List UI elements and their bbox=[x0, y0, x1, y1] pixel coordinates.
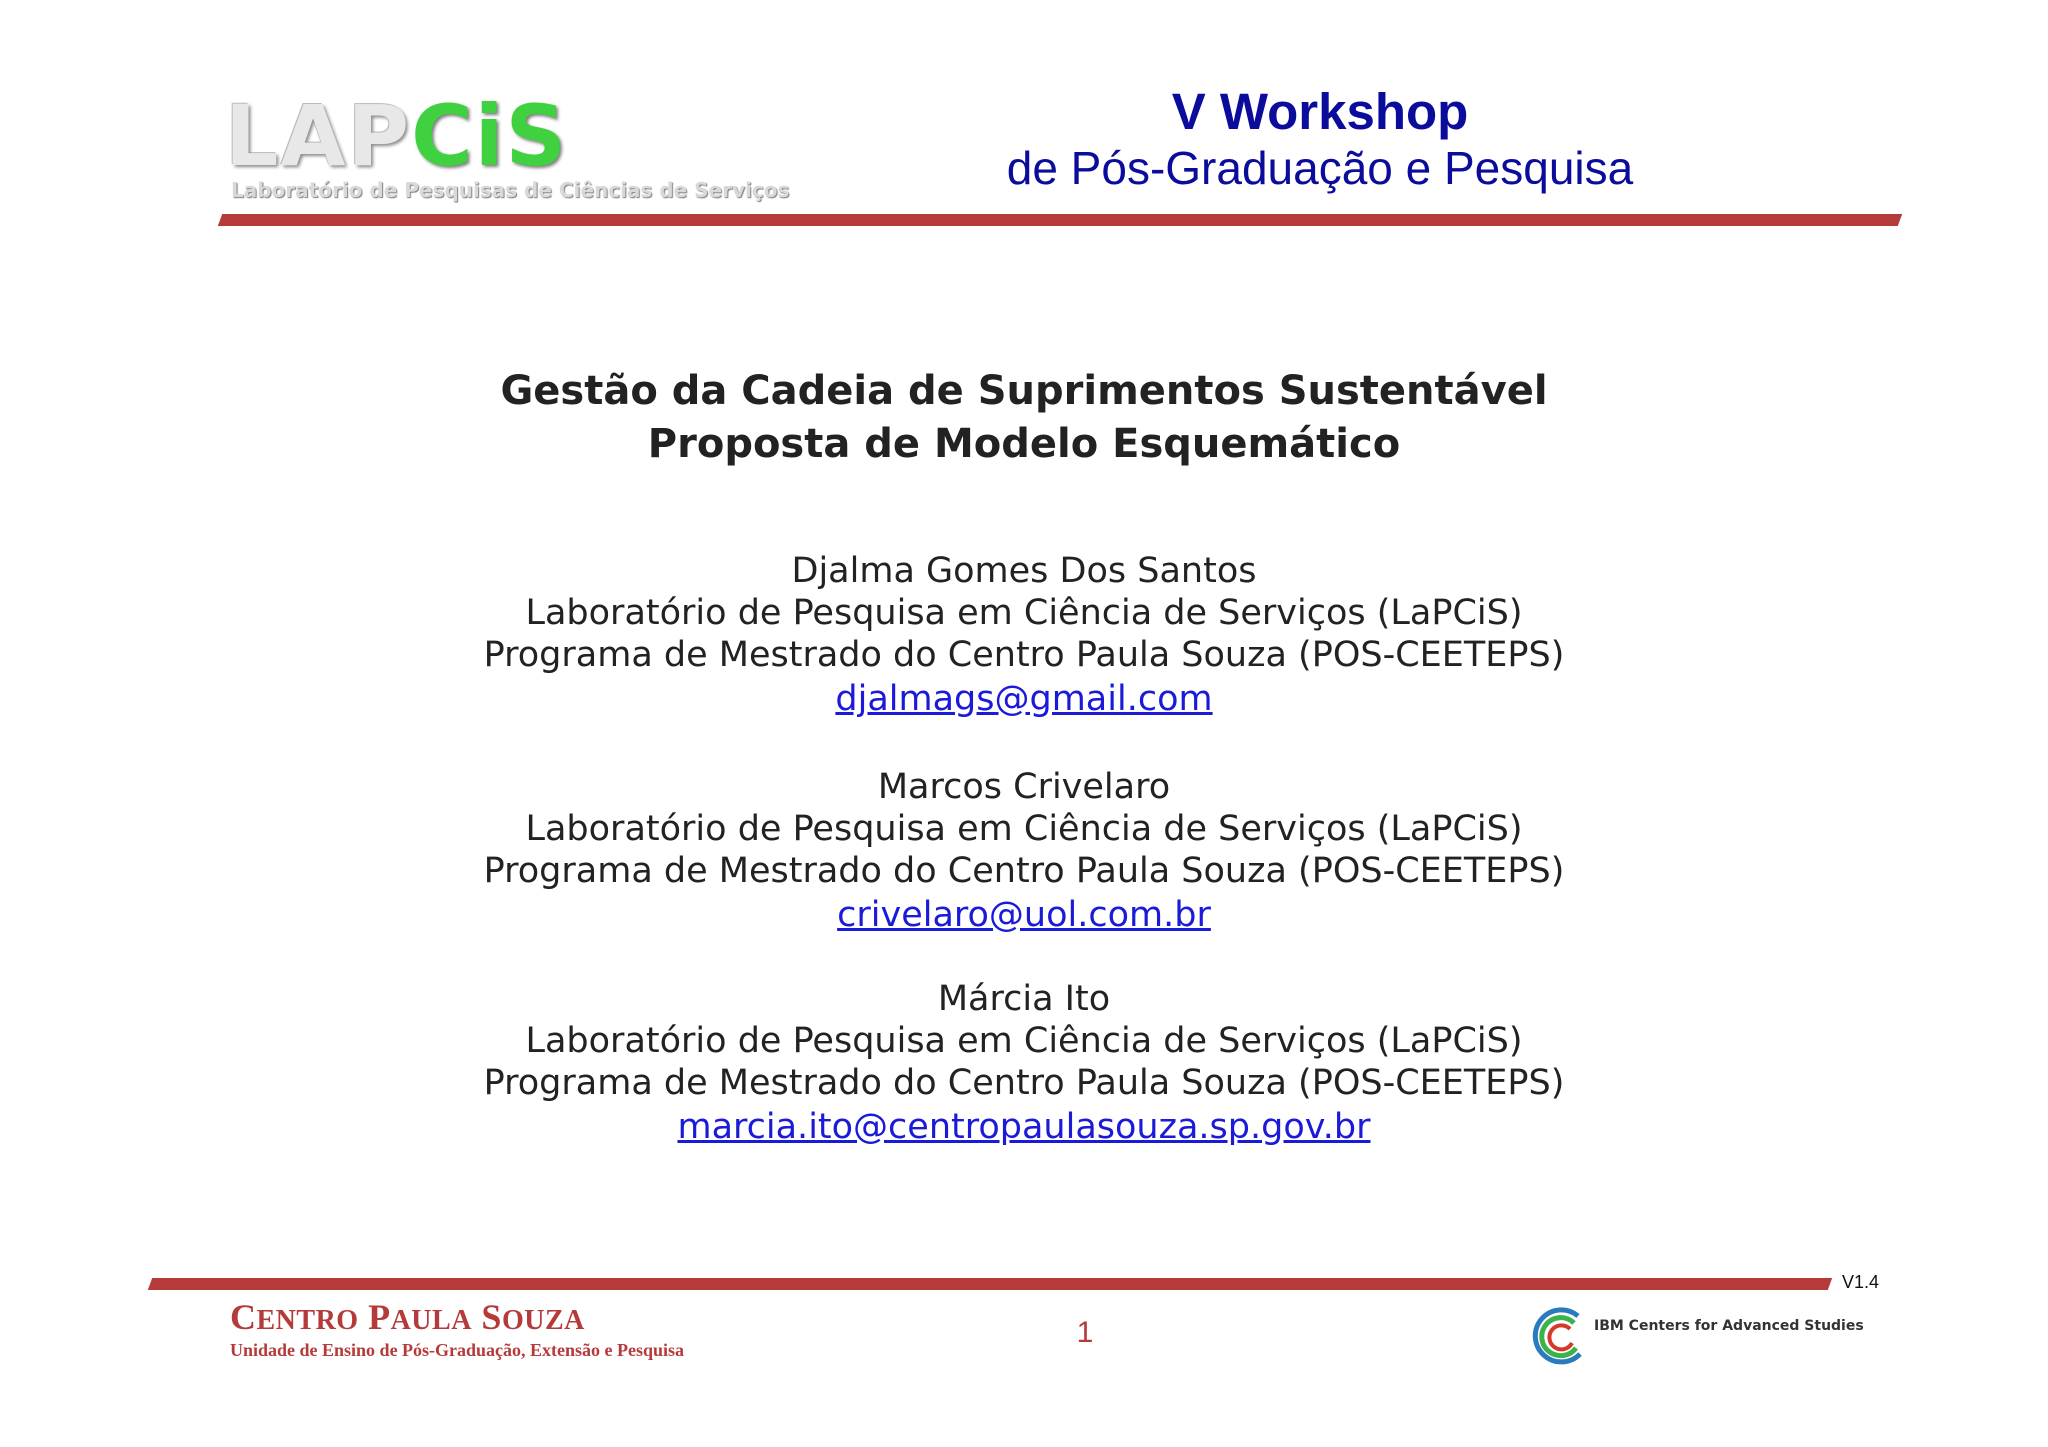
centro-paula-souza-logo bbox=[230, 1296, 684, 1361]
author-name: Djalma Gomes Dos Santos bbox=[791, 551, 1257, 591]
header-divider bbox=[218, 214, 1902, 226]
title-line-2: Proposta de Modelo Esquemático bbox=[647, 421, 1401, 467]
workshop-subtitle: de Pós-Graduação e Pesquisa bbox=[1006, 142, 1634, 194]
author-block bbox=[0, 766, 2048, 936]
author-lab: Laboratório de Pesquisa em Ciência de Serviços (LaPCiS) bbox=[525, 593, 1523, 633]
ibm-cas-logo bbox=[1528, 1306, 1864, 1366]
cps-name: CENTRO PAULA SOUZA bbox=[230, 1297, 585, 1337]
author-block bbox=[0, 978, 2048, 1148]
title-line-1: Gestão da Cadeia de Suprimentos Sustentável bbox=[500, 368, 1548, 414]
workshop-title: V Workshop bbox=[1171, 83, 1469, 140]
presentation-title bbox=[0, 365, 2048, 471]
author-email-link[interactable]: djalmags@gmail.com bbox=[835, 679, 1213, 719]
page-number: 1 bbox=[1076, 1316, 1094, 1349]
author-name: Marcos Crivelaro bbox=[877, 767, 1171, 807]
author-program: Programa de Mestrado do Centro Paula Souza (POS-CEETEPS) bbox=[483, 1063, 1565, 1103]
author-block bbox=[0, 550, 2048, 720]
author-name: Márcia Ito bbox=[937, 979, 1111, 1019]
version-label: V1.4 bbox=[1842, 1272, 1880, 1292]
author-program: Programa de Mestrado do Centro Paula Souza (POS-CEETEPS) bbox=[483, 851, 1565, 891]
ibm-cas-label: IBM Centers for Advanced Studies bbox=[1594, 1318, 1864, 1334]
cps-tagline: Unidade de Ensino de Pós-Graduação, Extensão e Pesquisa bbox=[230, 1340, 685, 1360]
ibm-swirl-icon bbox=[1528, 1306, 1594, 1366]
author-email-link[interactable]: crivelaro@uol.com.br bbox=[837, 895, 1211, 935]
author-lab: Laboratório de Pesquisa em Ciência de Serviços (LaPCiS) bbox=[525, 1021, 1523, 1061]
footer-divider bbox=[148, 1278, 1832, 1290]
lapcis-wordmark: LAPCiS bbox=[225, 87, 569, 185]
lapcis-logo bbox=[225, 86, 790, 208]
author-email-link[interactable]: marcia.ito@centropaulasouza.sp.gov.br bbox=[677, 1107, 1371, 1147]
author-program: Programa de Mestrado do Centro Paula Souza (POS-CEETEPS) bbox=[483, 635, 1565, 675]
lapcis-tagline: Laboratório de Pesquisas de Ciências de Serviços bbox=[231, 178, 790, 202]
author-lab: Laboratório de Pesquisa em Ciência de Serviços (LaPCiS) bbox=[525, 809, 1523, 849]
